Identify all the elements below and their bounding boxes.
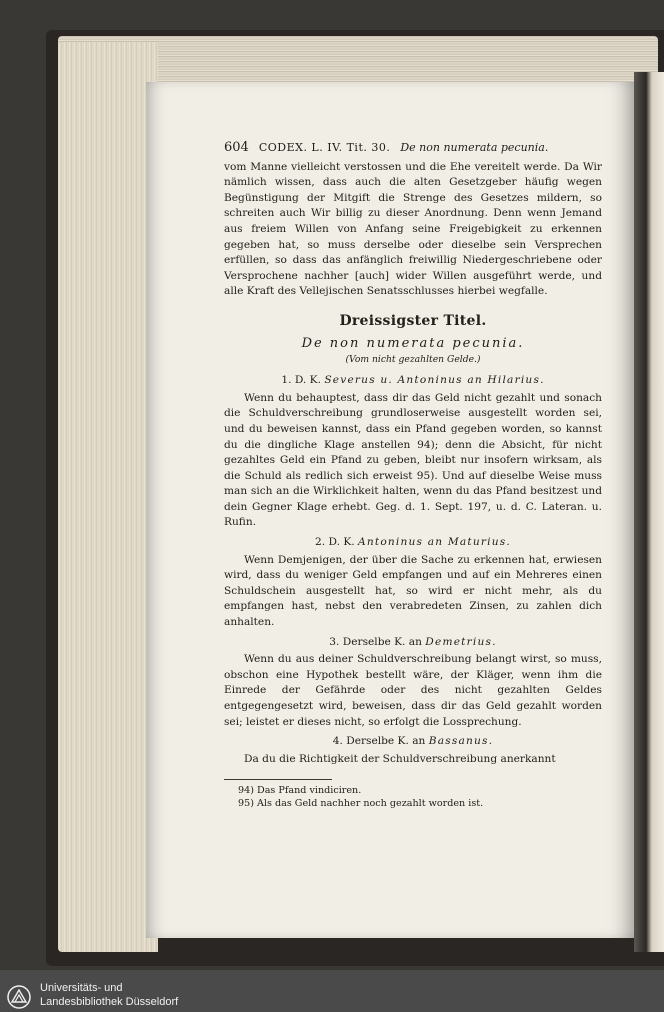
- section-text-4: Da du die Richtigkeit der Schuldverschreibung anerkannt: [244, 752, 556, 765]
- section-names: Demetrius.: [425, 635, 497, 648]
- section-prefix: 4. Derselbe K. an: [332, 735, 426, 748]
- section-names: Severus u. Antoninus an Hilarius.: [324, 374, 545, 387]
- section-heading-4: [224, 734, 602, 750]
- footnote-94: 94) Das Pfand vindiciren.: [238, 785, 362, 797]
- section-prefix: 2. D. K.: [315, 536, 355, 549]
- section-prefix: 3. Derselbe K. an: [329, 635, 422, 648]
- running-title: De non numerata pecunia.: [400, 141, 549, 154]
- german-heading: (Vom nicht gezahlten Gelde.): [345, 353, 481, 365]
- section-names: Bassanus.: [428, 735, 494, 748]
- page-stack-edge: [58, 42, 158, 952]
- section-heading-3: [224, 635, 602, 651]
- footnote-95: 95) Als das Geld nachher noch gezahlt worden ist.: [238, 798, 484, 810]
- page-number: 604: [224, 140, 249, 155]
- section-heading-1: [224, 373, 602, 389]
- book-page: [146, 82, 634, 938]
- section-text-1: Wenn du behauptest, dass dir das Geld nicht gezahlt und sonach die Schuldverschreibung grundloserweise ausgestellt worden sei, und du beweisen kannst, dass ein Pfand gegeben worden, so kannst du die dingliche Klage anstellen 94); denn die Absicht, für nicht gezahltes Geld ein Pfand zu geben, bleibt nur insofern wirksam, als die Schuld als redlich sich erweist 95). Und auf dieselbe Weise muss man sich an die Wirklichkeit halten, wenn du das Pfand besitzest und dein Gegner Klage erhebt. Geg. d. 1. Sept. 197, u. d. C. Lateran. u. Rufin.: [224, 391, 602, 529]
- section-names: Antoninus an Maturius.: [357, 536, 511, 549]
- library-name: [40, 981, 178, 1009]
- library-name-line2: Landesbibliothek Düsseldorf: [40, 996, 179, 1008]
- library-name-line1: Universitäts- und: [40, 982, 123, 994]
- library-logo-icon: [6, 984, 32, 1010]
- section-text-2: Wenn Demjenigen, der über die Sache zu erkennen hat, erwiesen wird, dass du weniger Geld empfangen und auf ein Mehreres einen Schuldschein ausgestellt hat, so wird er nicht mehr, als du empfangen hast, nebst den verabredeten Zinsen, zu zahlen dich anhalten.: [224, 553, 602, 629]
- running-header: [224, 140, 602, 156]
- section-prefix: 1. D. K.: [281, 374, 321, 387]
- intro-paragraph: vom Manne vielleicht verstossen und die Ehe vereitelt werde. Da Wir nämlich wissen, dass auch die alten Gesetzgeber häufig wegen Begünstigung der Mitgift die Strenge des Gesetzes mildern, so schreiten auch Wir billig zu dieser Anordnung. Denn wenn Jemand aus freiem Willen von Anfang seine Freigebigkeit zu erkennen gegeben hat, so muss derselbe oder dieselbe sein Versprechen erfüllen, so dass das anfänglich freiwillig Niedergeschriebene oder Versprochene nachher [auch] wider Willen ausgeführt werde, und alle Kraft des Vellejischen Senatsschlusses hierbei wegfalle.: [224, 160, 602, 298]
- title-heading: Dreissigster Titel.: [339, 312, 487, 329]
- section-text-3: Wenn du aus deiner Schuldverschreibung belangt wirst, so muss, obschon eine Hypothek bestellt wäre, der Kläger, wenn ihm die Einrede der Gefährde oder des nicht gezahlten Geldes entgegengesetzt wird, beweisen, dass dir das Geld gezahlt worden sei; leistet er dieses nicht, so erfolgt die Lossprechung.: [224, 653, 602, 728]
- section-heading-2: [224, 535, 602, 551]
- footnote-rule: [224, 779, 332, 780]
- facing-page-edge: [634, 72, 664, 952]
- codex-reference: CODEX. L. IV. Tit. 30.: [258, 141, 391, 154]
- page-text: [224, 140, 602, 810]
- latin-heading: De non numerata pecunia.: [301, 335, 525, 351]
